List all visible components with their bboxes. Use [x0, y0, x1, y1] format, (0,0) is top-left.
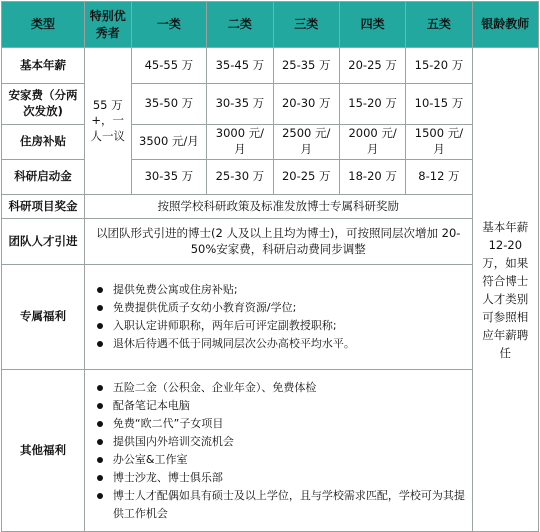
benefit-item: 免费提供优质子女幼小教育资源/学位;: [91, 299, 469, 317]
other-benefits: [84, 370, 472, 532]
housing-tier4: 2000 元/月: [339, 125, 405, 160]
housing-tier1: 3500 元/月: [131, 125, 207, 160]
settle-tier5: 10-15 万: [406, 84, 472, 125]
benefit-item: 入职认定讲师职称，两年后可评定副教授职称;: [91, 317, 469, 335]
settle-tier3: 20-30 万: [273, 84, 339, 125]
startup-tier4: 18-20 万: [339, 160, 405, 195]
header-tier2: 二类: [207, 2, 273, 48]
housing-row: [2, 125, 539, 160]
exclusive-benefit-list: [91, 281, 469, 353]
salary-tier3: 25-35 万: [273, 48, 339, 84]
benefit-item: 提供免费公寓或住房补贴;: [91, 281, 469, 299]
salary-tier4: 20-25 万: [339, 48, 405, 84]
header-type: 类型: [2, 2, 85, 48]
salary-tier2: 35-45 万: [207, 48, 273, 84]
header-tier4: 四类: [339, 2, 405, 48]
exclusive-row: [2, 265, 539, 370]
startup-label: 科研启动金: [2, 160, 85, 195]
benefit-item: 五险二金（公积金、企业年金）、免费体检: [91, 379, 469, 397]
header-tier1: 一类: [131, 2, 207, 48]
research-award-row: [2, 195, 539, 219]
exclusive-benefits: [84, 265, 472, 370]
salary-row: [2, 48, 539, 84]
salary-tier1: 45-55 万: [131, 48, 207, 84]
settle-row: [2, 84, 539, 125]
other-row: [2, 370, 539, 532]
header-tier3: 三类: [273, 2, 339, 48]
salary-tier5: 15-20 万: [406, 48, 472, 84]
header-tier5: 五类: [406, 2, 472, 48]
settle-label: 安家费（分两次发放): [2, 84, 85, 125]
team-text: 以团队形式引进的博士(2 人及以上且均为博士)，可按照同层次增加 20-50%安家费，科研启动费同步调整: [84, 219, 472, 265]
special-value-cell: 55 万+，一人一议: [84, 48, 131, 195]
team-row: [2, 219, 539, 265]
settle-tier4: 15-20 万: [339, 84, 405, 125]
housing-tier5: 1500 元/月: [406, 125, 472, 160]
veteran-value-cell: 基本年薪 12-20 万，如果符合博士人才类别可参照相应年薪聘任: [472, 48, 538, 532]
benefit-item: 提供国内外培训交流机会: [91, 433, 469, 451]
header-special: 特别优秀者: [84, 2, 131, 48]
startup-row: [2, 160, 539, 195]
housing-tier3: 2500 元/月: [273, 125, 339, 160]
salary-label: 基本年薪: [2, 48, 85, 84]
other-benefit-list: [91, 379, 469, 523]
compensation-table: [1, 1, 539, 532]
housing-tier2: 3000 元/月: [207, 125, 273, 160]
header-veteran: 银龄教师: [472, 2, 538, 48]
other-label: 其他福利: [2, 370, 85, 532]
exclusive-label: 专属福利: [2, 265, 85, 370]
benefit-item: 免费“欧二代”子女项目: [91, 415, 469, 433]
housing-label: 住房补贴: [2, 125, 85, 160]
team-label: 团队人才引进: [2, 219, 85, 265]
startup-tier5: 8-12 万: [406, 160, 472, 195]
benefit-item: 配备笔记本电脑: [91, 397, 469, 415]
settle-tier2: 30-35 万: [207, 84, 273, 125]
benefit-item: 办公室&工作室: [91, 451, 469, 469]
startup-tier1: 30-35 万: [131, 160, 207, 195]
benefit-item: 博士人才配偶如具有硕士及以上学位，且与学校需求匹配，学校可为其提供工作机会: [91, 487, 469, 523]
startup-tier2: 25-30 万: [207, 160, 273, 195]
header-row: [2, 2, 539, 48]
research-award-text: 按照学校科研政策及标准发放博士专属科研奖励: [84, 195, 472, 219]
settle-tier1: 35-50 万: [131, 84, 207, 125]
research-award-label: 科研项目奖金: [2, 195, 85, 219]
benefit-item: 退休后待遇不低于同城同层次公办高校平均水平。: [91, 335, 469, 353]
startup-tier3: 20-25 万: [273, 160, 339, 195]
benefit-item: 博士沙龙、博士俱乐部: [91, 469, 469, 487]
